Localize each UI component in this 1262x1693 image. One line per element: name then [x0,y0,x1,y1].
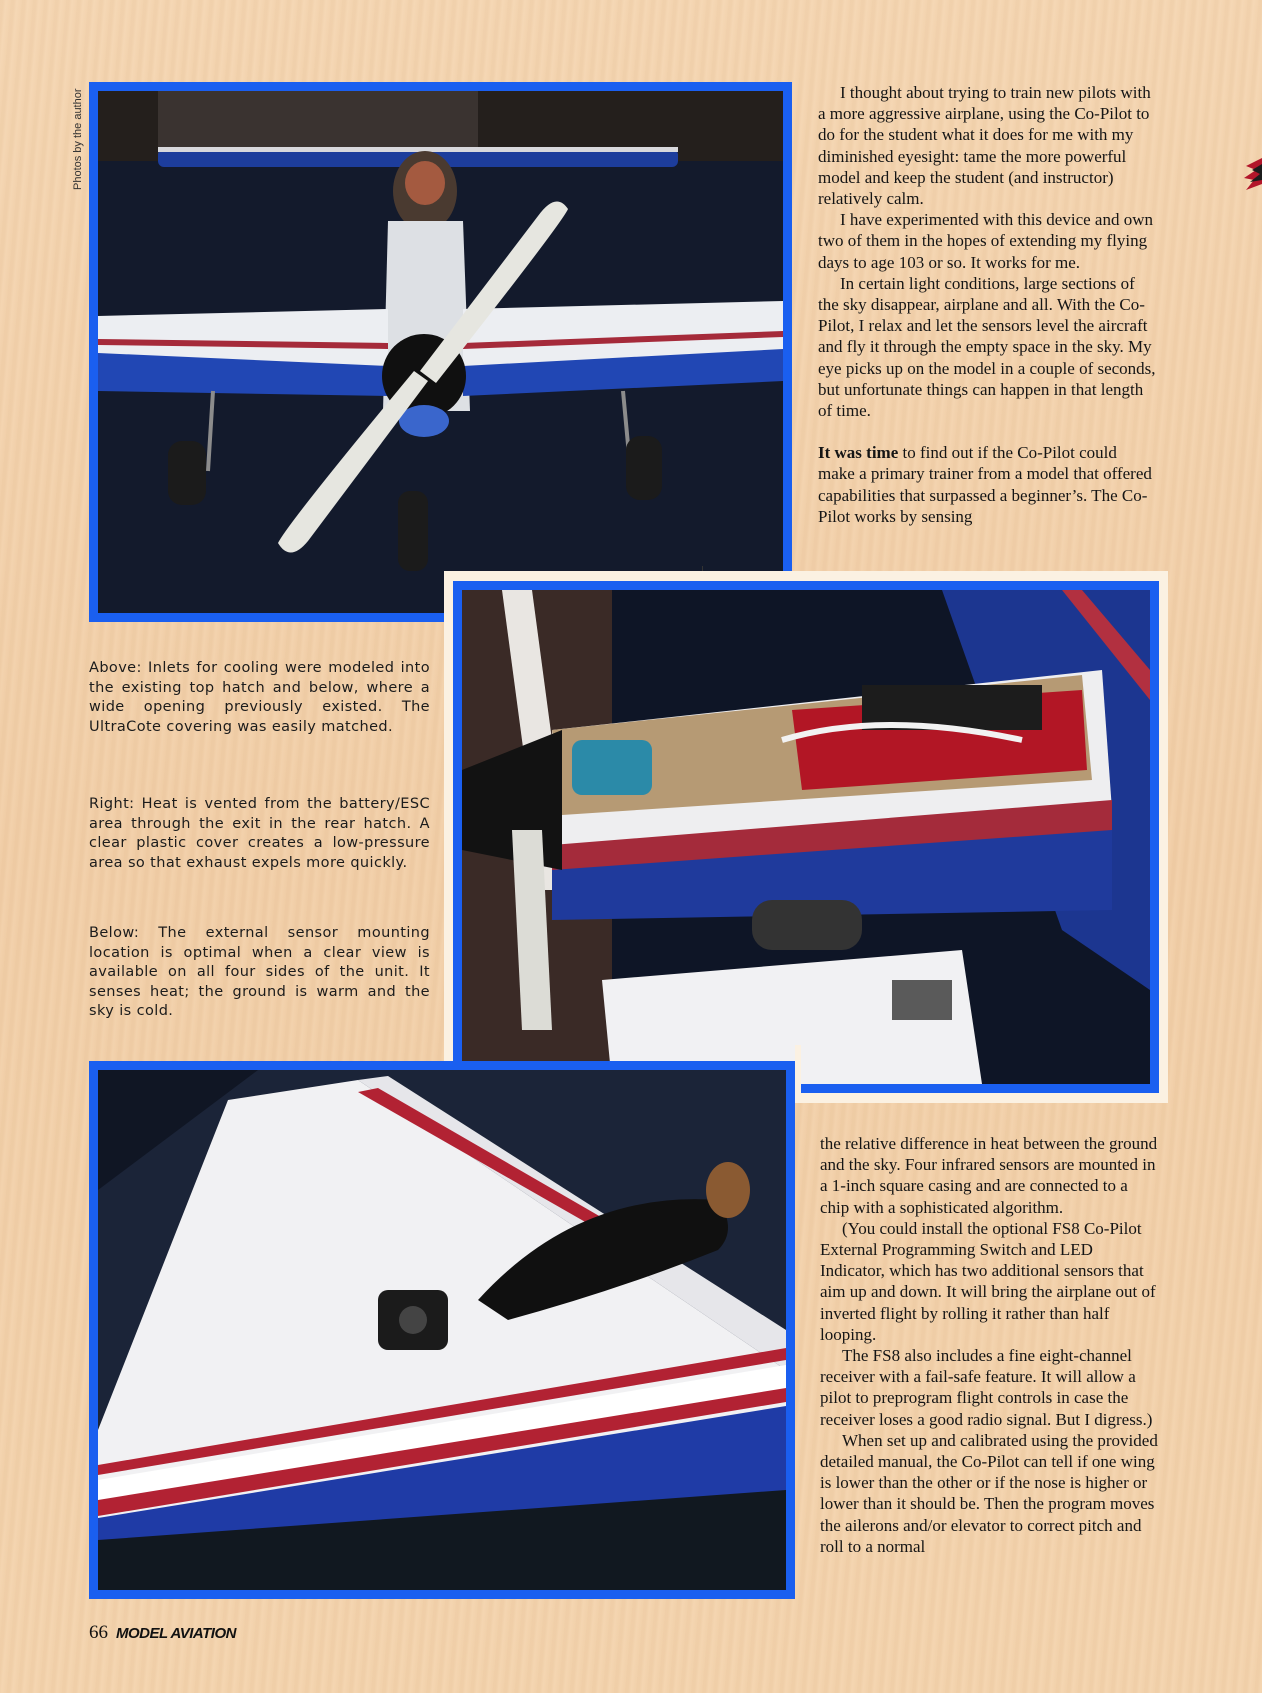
paragraph: In certain light conditions, large sections of the sky disappear, airplane and all. With the Co-Pilot, I relax and let the sensors level the aircraft and fly it through the empty space in the sky. My eye picks up on the model in a couple of seconds, but unfortunate things can happen in that length of time. [818,273,1156,421]
paragraph: (You could install the optional FS8 Co-Pilot External Programming Switch and LED Indicator, which has two additional sensors that aim up and down. It will bring the airplane out of inverted flight by rolling it rather than half looping. [820,1218,1156,1344]
paragraph: the relative difference in heat between the ground and the sky. Four infrared sensors are mounted in a 1-inch square casing and are connected to a chip with a sophisticated algorithm. [820,1134,1158,1217]
page-number: 66 [89,1622,108,1643]
photo-sensor-on-wing [89,1061,795,1599]
caption-above: Above: Inlets for cooling were modeled into the existing top hatch and below, where a wide opening previously existed. The UltraCote covering was easily matched. [89,660,430,735]
paragraph: I have experimented with this device and own two of them in the hopes of extending my flying days to age 103 or so. It works for me. [818,210,1153,272]
photo-frame [795,1045,801,1103]
page-footer [89,1622,236,1644]
lead-in-bold: It was time [818,443,899,463]
caption-below: Below: The external sensor mounting location is optimal when a clear view is available on all four sides of the unit. It senses heat; the ground is warm and the sky is cold. [89,925,430,1019]
caption-right: Right: Heat is vented from the battery/ESC area through the exit in the rear hatch. A clear plastic cover creates a low-pressure area so that exhaust expels more quickly. [89,796,430,871]
body-text-column-top [818,82,1156,527]
photo-airplane-front-view [89,82,792,622]
photo-credit: Photos by the author [72,88,84,190]
body-text-column-bottom [820,1133,1160,1557]
paragraph: I thought about trying to train new pilots with a more aggressive airplane, using the Co-Pilot to do for the student what it does for me with my diminished eyesight: tame the more powerful model and keep the student (and instructor) relatively calm. [818,83,1151,209]
lead-in-rest: to find out if the Co-Pilot could make a primary trainer from a model that offered capabilities that surpassed a beginner’s. The Co-Pilot works by sensing [818,443,1152,526]
paragraph: When set up and calibrated using the provided detailed manual, the Co-Pilot can tell if one wing is lower than the other or if the nose is higher or lower than it should be. Then the program moves the ailerons and/or elevator to correct pitch and roll to a normal [820,1430,1158,1556]
paragraph: The FS8 also includes a fine eight-channel receiver with a fail-safe feature. It will allow a pilot to preprogram flight controls in case the receiver loses a good radio signal. But I digress.) [820,1346,1153,1429]
edge-logo-fragment [1240,152,1262,196]
photo-battery-hatch [453,581,1159,1093]
magazine-name: MODEL AVIATION [116,1625,236,1642]
paragraph [818,442,1156,527]
